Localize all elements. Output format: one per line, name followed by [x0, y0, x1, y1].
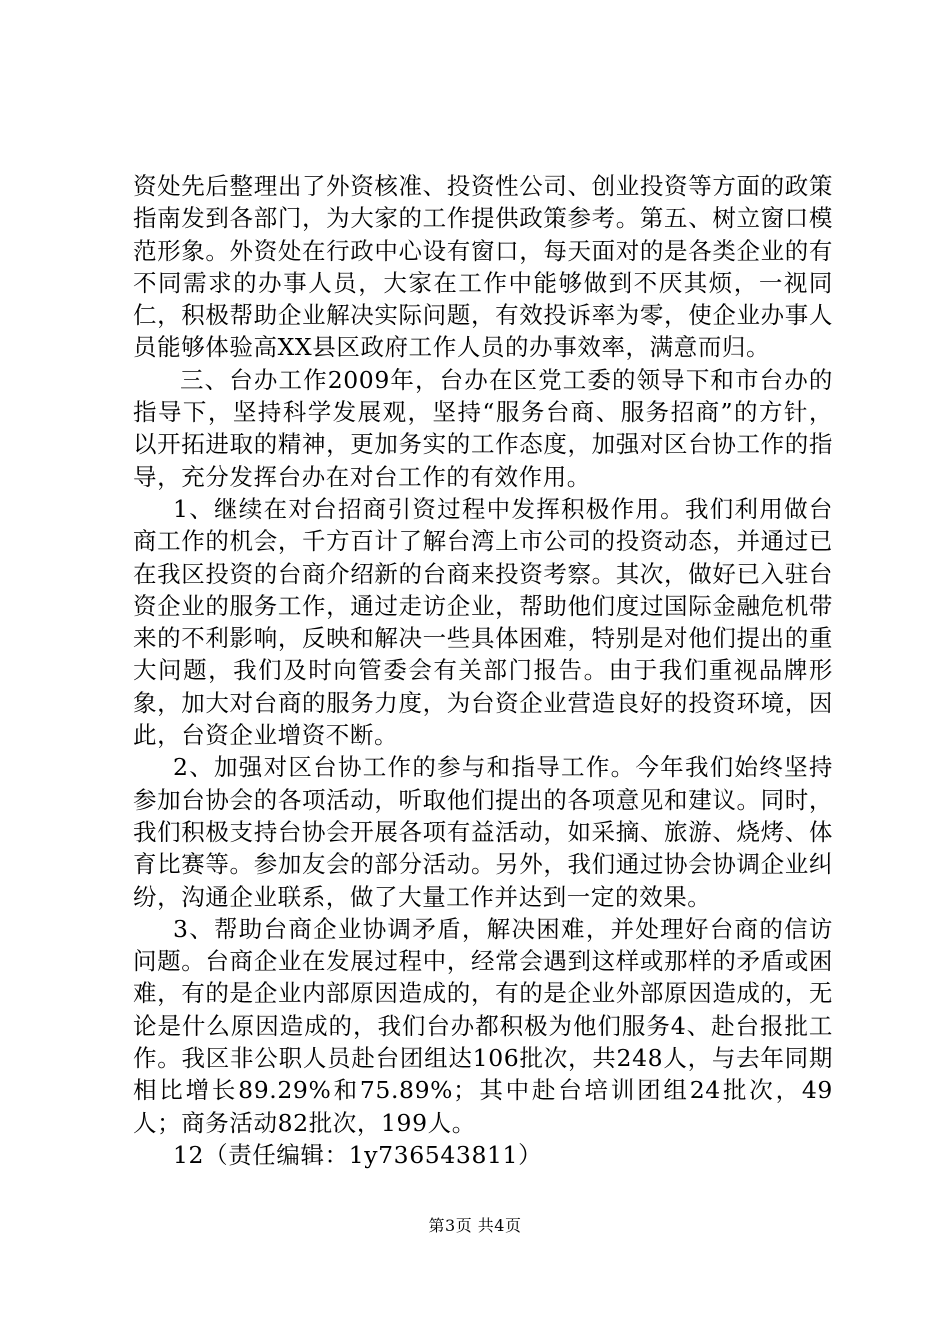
paragraph-point-3: 3、帮助台商企业协调矛盾，解决困难，并处理好台商的信访问题。台商企业在发展过程中，经常会遇到这样或那样的矛盾或困难，有的是企业内部原因造成的，有的是企业外部原因造成的，无论是什么原因造成的，我们台办都积极为他们服务4、赴台报批工作。我区非公职人员赴台团组达106批次，共248人，与去年同期相比增长89.29%和75.89%；其中赴台培训团组24批次，49人；商务活动82批次，199人。 — [133, 914, 833, 1137]
paragraph-foreign-investment-continuation: 资处先后整理出了外资核准、投资性公司、创业投资等方面的政策指南发到各部门，为大家的工作提供政策参考。第五、树立窗口模范形象。外资处在行政中心设有窗口，每天面对的是各类企业的有不同需求的办事人员，大家在工作中能够做到不厌其烦，一视同仁，积极帮助企业解决实际问题，有效投诉率为零，使企业办事人员能够体验高XX县区政府工作人员的办事效率，满意而归。 — [133, 172, 833, 362]
paragraph-point-1: 1、继续在对台招商引资过程中发挥积极作用。我们利用做台商工作的机会，千方百计了解台湾上市公司的投资动态，并通过已在我区投资的台商介绍新的台商来投资考察。其次，做好已入驻台资企业的服务工作，通过走访企业，帮助他们度过国际金融危机带来的不利影响，反映和解决一些具体困难，特别是对他们提出的重大问题，我们及时向管委会有关部门报告。由于我们重视品牌形象，加大对台商的服务力度，为台资企业营造良好的投资环境，因此，台资企业增资不断。 — [133, 494, 833, 750]
paragraph-taiwan-affairs-heading: 三、台办工作2009年，台办在区党工委的领导下和市台办的指导下，坚持科学发展观，坚持“服务台商、服务招商”的方针，以开拓进取的精神，更加务实的工作态度，加强对区台协工作的指导，充分发挥台办在对台工作的有效作用。 — [133, 365, 833, 491]
document-body — [133, 170, 833, 1171]
paragraph-editor-note: 12（责任编辑：1y736543811） — [173, 1140, 543, 1169]
page-footer: 第3页 共4页 — [428, 1216, 522, 1235]
paragraph-point-2: 2、加强对区台协工作的参与和指导工作。今年我们始终坚持参加台协会的各项活动，听取他们提出的各项意见和建议。同时，我们积极支持台协会开展各项有益活动，如采摘、旅游、烧烤、体育比赛等。参加友会的部分活动。另外，我们通过协会协调企业纠纷，沟通企业联系，做了大量工作并达到一定的效果。 — [133, 753, 833, 911]
